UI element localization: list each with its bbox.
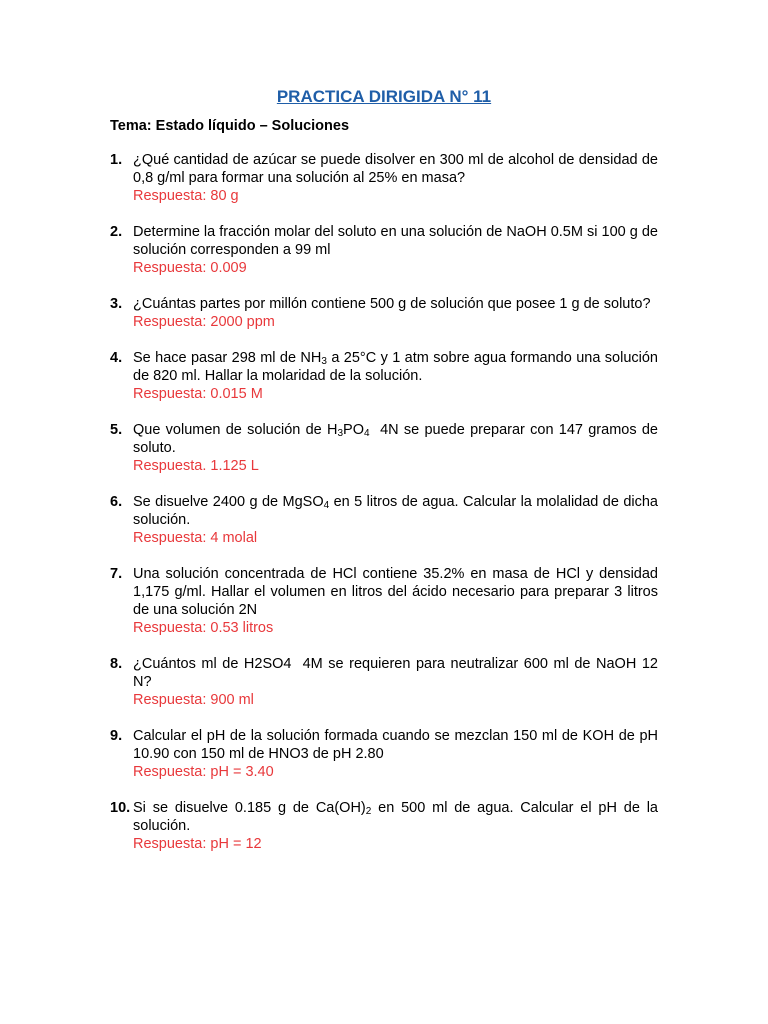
question-number: 9. (110, 728, 123, 744)
question-number: 7. (110, 566, 123, 582)
question-list (110, 151, 663, 871)
question-item (110, 295, 658, 331)
question-item (110, 421, 663, 475)
question-answer: Respuesta: pH = 12 (133, 836, 262, 852)
question-text: ¿Qué cantidad de azúcar se puede disolver en 300 ml de alcohol de densidad de 0,8 g/ml para formar una solución al 25% en masa? (133, 152, 658, 186)
question-number: 1. (110, 152, 123, 168)
question-text: Se hace pasar 298 ml de $NH_3$ a 25°C y 1 atm sobre agua formando una solución de 820 ml. Hallar la molaridad de la solución. (133, 350, 658, 384)
question-answer: Respuesta: pH = 3.40 (133, 764, 274, 780)
question-item (110, 493, 658, 547)
question-text: Si se disuelve 0.185 g de $Ca(OH)_2$ en 500 ml de agua. Calcular el pH de la solución. (133, 800, 658, 834)
question-answer: Respuesta. 1.125 L (133, 458, 259, 474)
question-number: 3. (110, 296, 123, 312)
question-answer: Respuesta: 0.015 M (133, 386, 263, 402)
question-answer: Respuesta: 2000 ppm (133, 314, 275, 330)
question-number: 6. (110, 494, 123, 510)
question-item (110, 727, 658, 781)
question-number: 8. (110, 656, 123, 672)
question-number: 4. (110, 350, 123, 366)
question-item (110, 799, 658, 853)
page-title: PRACTICA DIRIGIDA N° 11 (276, 87, 492, 106)
question-answer: Respuesta: 0.53 litros (133, 620, 274, 636)
question-answer: Respuesta: 0.009 (133, 260, 247, 276)
question-item (110, 349, 658, 403)
question-answer: Respuesta: 900 ml (133, 692, 254, 708)
question-text: Se disuelve 2400 g de MgSO$_4$ en 5 litros de agua. Calcular la molalidad de dicha solución. (133, 494, 659, 528)
question-text: ¿Cuántos ml de H2SO4 4M se requieren para neutralizar 600 ml de NaOH 12 N? (133, 656, 663, 690)
question-item (110, 223, 658, 277)
question-text: Calcular el pH de la solución formada cuando se mezclan 150 ml de KOH de pH 10.90 con 150 ml de HNO3 de pH 2.80 (133, 728, 658, 762)
topic-subtitle: Tema: Estado líquido – Soluciones (110, 118, 350, 134)
question-number: 5. (110, 422, 123, 438)
question-text: Que volumen de solución de $H_3PO_4$ 4N se puede preparar con 147 gramos de soluto. (133, 422, 663, 456)
question-item (110, 565, 658, 637)
question-text: Determine la fracción molar del soluto en una solución de NaOH 0.5M si 100 g de solución corresponden a 99 ml (133, 224, 658, 258)
question-number: 2. (110, 224, 123, 240)
question-number: 10. (110, 800, 131, 816)
question-text: Una solución concentrada de HCl contiene 35.2% en masa de HCl y densidad 1,175 g/ml. Hallar el volumen en litros del ácido necesario para preparar 3 litros de una solución 2N (133, 566, 658, 618)
question-text: ¿Cuántas partes por millón contiene 500 g de solución que posee 1 g de soluto? (133, 296, 651, 312)
question-item (110, 655, 663, 709)
question-answer: Respuesta: 4 molal (133, 530, 258, 546)
question-answer: Respuesta: 80 g (133, 188, 239, 204)
question-item (110, 151, 658, 205)
